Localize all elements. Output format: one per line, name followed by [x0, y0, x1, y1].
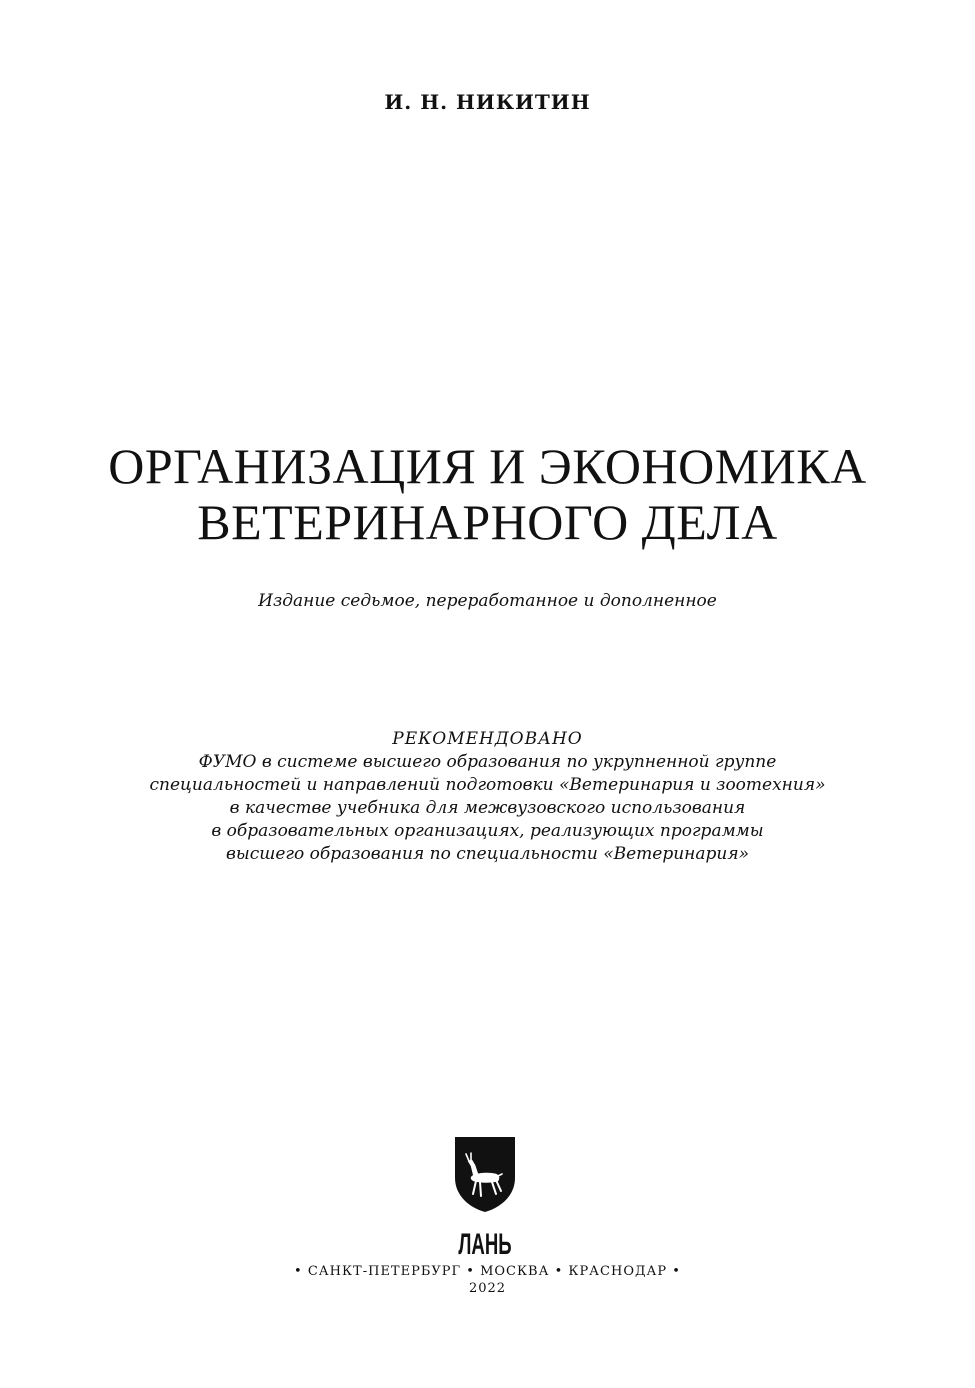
- book-title-line-1: ОРГАНИЗАЦИЯ И ЭКОНОМИКА: [108, 438, 867, 494]
- recommendation-heading: РЕКОМЕНДОВАНО: [392, 729, 583, 749]
- publisher-cities: • САНКТ-ПЕТЕРБУРГ • МОСКВА • КРАСНОДАР •: [294, 1264, 681, 1279]
- recommendation-line: в образовательных организациях, реализующих программы: [211, 821, 764, 841]
- publisher-logo: [454, 1136, 516, 1260]
- deer-shield-icon: [454, 1136, 516, 1260]
- recommendation-line: ФУМО в системе высшего образования по укрупненной группе: [198, 752, 777, 772]
- edition-note: Издание седьмое, переработанное и дополненное: [258, 591, 717, 611]
- publisher-logo-text: ЛАНЬ: [458, 1227, 512, 1260]
- recommendation-line: в качестве учебника для межвузовского использования: [229, 798, 746, 818]
- publication-year: 2022: [468, 1281, 507, 1296]
- book-title: [0, 438, 975, 550]
- recommendation-line: высшего образования по специальности «Ветеринария»: [226, 844, 749, 864]
- recommendation-block: [0, 728, 975, 866]
- book-title-line-2: ВЕТЕРИНАРНОГО ДЕЛА: [197, 494, 778, 550]
- author-name: И. Н. НИКИТИН: [384, 90, 591, 114]
- recommendation-line: специальностей и направлений подготовки «Ветеринария и зоотехния»: [149, 775, 826, 795]
